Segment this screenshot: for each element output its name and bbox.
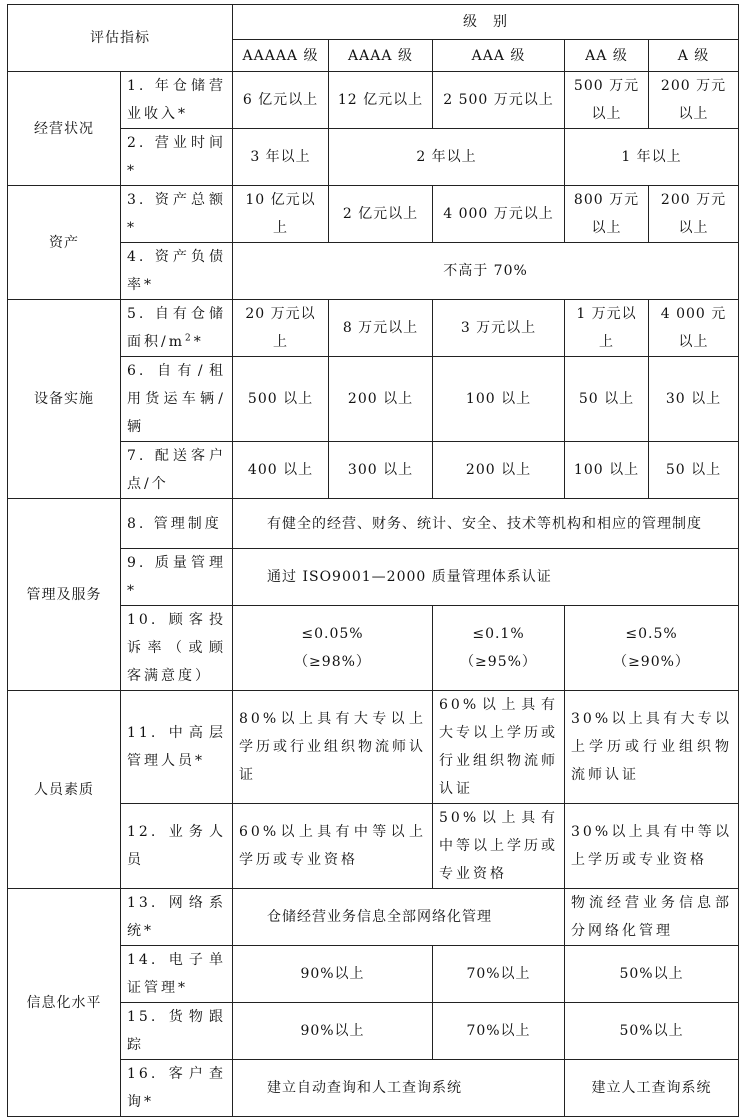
header-grade-1a: A 级 — [649, 40, 739, 72]
row-label-complaint-rate: 10. 顾客投诉率（或顾客满意度） — [121, 606, 233, 691]
cell-edoc-2a-1a: 50%以上 — [565, 946, 739, 1003]
cell-vehicles-3a: 100 以上 — [433, 357, 565, 442]
cell-vehicles-2a: 50 以上 — [565, 357, 649, 442]
row-label-e-documents: 14. 电子单证管理* — [121, 946, 233, 1003]
cell-complaint-5a-4a — [233, 606, 433, 691]
row-label-business-staff: 12. 业务人员 — [121, 804, 233, 889]
cell-delivery-4a: 300 以上 — [329, 442, 433, 499]
cell-assets-4a: 2 亿元以上 — [329, 186, 433, 243]
cell-complaint-3a — [433, 606, 565, 691]
row-label-management-system: 8. 管理制度 — [121, 499, 233, 549]
cell-network-5a-3a: 仓储经营业务信息全部网络化管理 — [233, 889, 565, 946]
satisfaction-value: （≥90%） — [613, 654, 690, 670]
cell-revenue-2a: 500 万元以上 — [565, 72, 649, 129]
cell-delivery-2a: 100 以上 — [565, 442, 649, 499]
cell-area-2a: 1 万元以上 — [565, 300, 649, 357]
cell-vehicles-4a: 200 以上 — [329, 357, 433, 442]
row-label-operating-years: 2. 营业时间* — [121, 129, 233, 186]
cell-revenue-1a: 200 万元以上 — [649, 72, 739, 129]
cell-delivery-1a: 50 以上 — [649, 442, 739, 499]
cell-assets-1a: 200 万元以上 — [649, 186, 739, 243]
category-facilities: 设备实施 — [8, 300, 121, 499]
cell-revenue-5a: 6 亿元以上 — [233, 72, 329, 129]
row-label-storage-area — [121, 300, 233, 357]
cell-edoc-3a: 70%以上 — [433, 946, 565, 1003]
cell-edoc-5a-4a: 90%以上 — [233, 946, 433, 1003]
cell-area-4a: 8 万元以上 — [329, 300, 433, 357]
row-label-cargo-tracking: 15. 货物跟踪 — [121, 1003, 233, 1060]
row-label-vehicles: 6. 自有/租用货运车辆/辆 — [121, 357, 233, 442]
header-grade-3a: AAA 级 — [433, 40, 565, 72]
cell-quality-all: 通过 ISO9001—2000 质量管理体系认证 — [233, 549, 739, 606]
header-grade-2a: AA 级 — [565, 40, 649, 72]
header-grade-5a: AAAAA 级 — [233, 40, 329, 72]
cell-delivery-5a: 400 以上 — [233, 442, 329, 499]
cell-business-5a-4a: 60%以上具有中等以上学历或专业资格 — [233, 804, 433, 889]
cell-query-2a-1a: 建立人工查询系统 — [565, 1060, 739, 1117]
satisfaction-value: （≥95%） — [460, 654, 537, 670]
storage-area-label-sup: 2 — [185, 333, 194, 344]
cell-business-3a: 50%以上具有中等以上学历或专业资格 — [433, 804, 565, 889]
cell-area-1a: 4 000 元以上 — [649, 300, 739, 357]
cell-vehicles-1a: 30 以上 — [649, 357, 739, 442]
complaint-rate-value: ≤0.05% — [301, 626, 364, 642]
cell-vehicles-5a: 500 以上 — [233, 357, 329, 442]
category-informatization: 信息化水平 — [8, 889, 121, 1117]
row-label-revenue: 1. 年仓储营业收入* — [121, 72, 233, 129]
cell-years-2a-1a: 1 年以上 — [565, 129, 739, 186]
cell-complaint-2a-1a — [565, 606, 739, 691]
cell-assets-2a: 800 万元以上 — [565, 186, 649, 243]
row-label-debt-ratio: 4. 资产负债率* — [121, 243, 233, 300]
category-personnel: 人员素质 — [8, 691, 121, 889]
cell-years-4a-3a: 2 年以上 — [329, 129, 565, 186]
category-assets: 资产 — [8, 186, 121, 300]
cell-senior-2a-1a: 30%以上具有大专以上学历或行业组织物流师认证 — [565, 691, 739, 804]
warehouse-rating-table — [7, 4, 739, 1117]
cell-revenue-4a: 12 亿元以上 — [329, 72, 433, 129]
cell-management-system-all: 有健全的经营、财务、统计、安全、技术等机构和相应的管理制度 — [233, 499, 739, 549]
cell-tracking-3a: 70%以上 — [433, 1003, 565, 1060]
cell-senior-3a: 60%以上具有大专以上学历或行业组织物流师认证 — [433, 691, 565, 804]
cell-query-5a-3a: 建立自动查询和人工查询系统 — [233, 1060, 565, 1117]
complaint-rate-value: ≤0.5% — [625, 626, 678, 642]
cell-business-2a-1a: 30%以上具有中等以上学历或专业资格 — [565, 804, 739, 889]
cell-delivery-3a: 200 以上 — [433, 442, 565, 499]
header-indicator: 评估指标 — [8, 5, 233, 72]
row-label-total-assets: 3. 资产总额* — [121, 186, 233, 243]
category-operation: 经营状况 — [8, 72, 121, 186]
satisfaction-value: （≥98%） — [294, 654, 371, 670]
row-label-customer-query: 16. 客户查询* — [121, 1060, 233, 1117]
cell-assets-5a: 10 亿元以上 — [233, 186, 329, 243]
cell-senior-5a-4a: 80%以上具有大专以上学历或行业组织物流师认证 — [233, 691, 433, 804]
cell-tracking-5a-4a: 90%以上 — [233, 1003, 433, 1060]
row-label-senior-staff: 11. 中高层管理人员* — [121, 691, 233, 804]
evaluation-table-page — [7, 4, 738, 1110]
header-grade-4a: AAAA 级 — [329, 40, 433, 72]
cell-tracking-2a-1a: 50%以上 — [565, 1003, 739, 1060]
cell-network-2a-1a: 物流经营业务信息部分网络化管理 — [565, 889, 739, 946]
category-management: 管理及服务 — [8, 499, 121, 691]
cell-assets-3a: 4 000 万元以上 — [433, 186, 565, 243]
header-level: 级 别 — [233, 5, 739, 40]
cell-debt-ratio-all: 不高于 70% — [233, 243, 739, 300]
storage-area-label-text: 5. 自有仓储面积/m — [127, 306, 226, 350]
row-label-network: 13. 网络系统* — [121, 889, 233, 946]
cell-area-3a: 3 万元以上 — [433, 300, 565, 357]
complaint-rate-value: ≤0.1% — [472, 626, 525, 642]
row-label-delivery-points: 7. 配送客户点/个 — [121, 442, 233, 499]
cell-revenue-3a: 2 500 万元以上 — [433, 72, 565, 129]
storage-area-label-star: * — [193, 334, 204, 350]
row-label-quality: 9. 质量管理* — [121, 549, 233, 606]
cell-years-5a: 3 年以上 — [233, 129, 329, 186]
cell-area-5a: 20 万元以上 — [233, 300, 329, 357]
